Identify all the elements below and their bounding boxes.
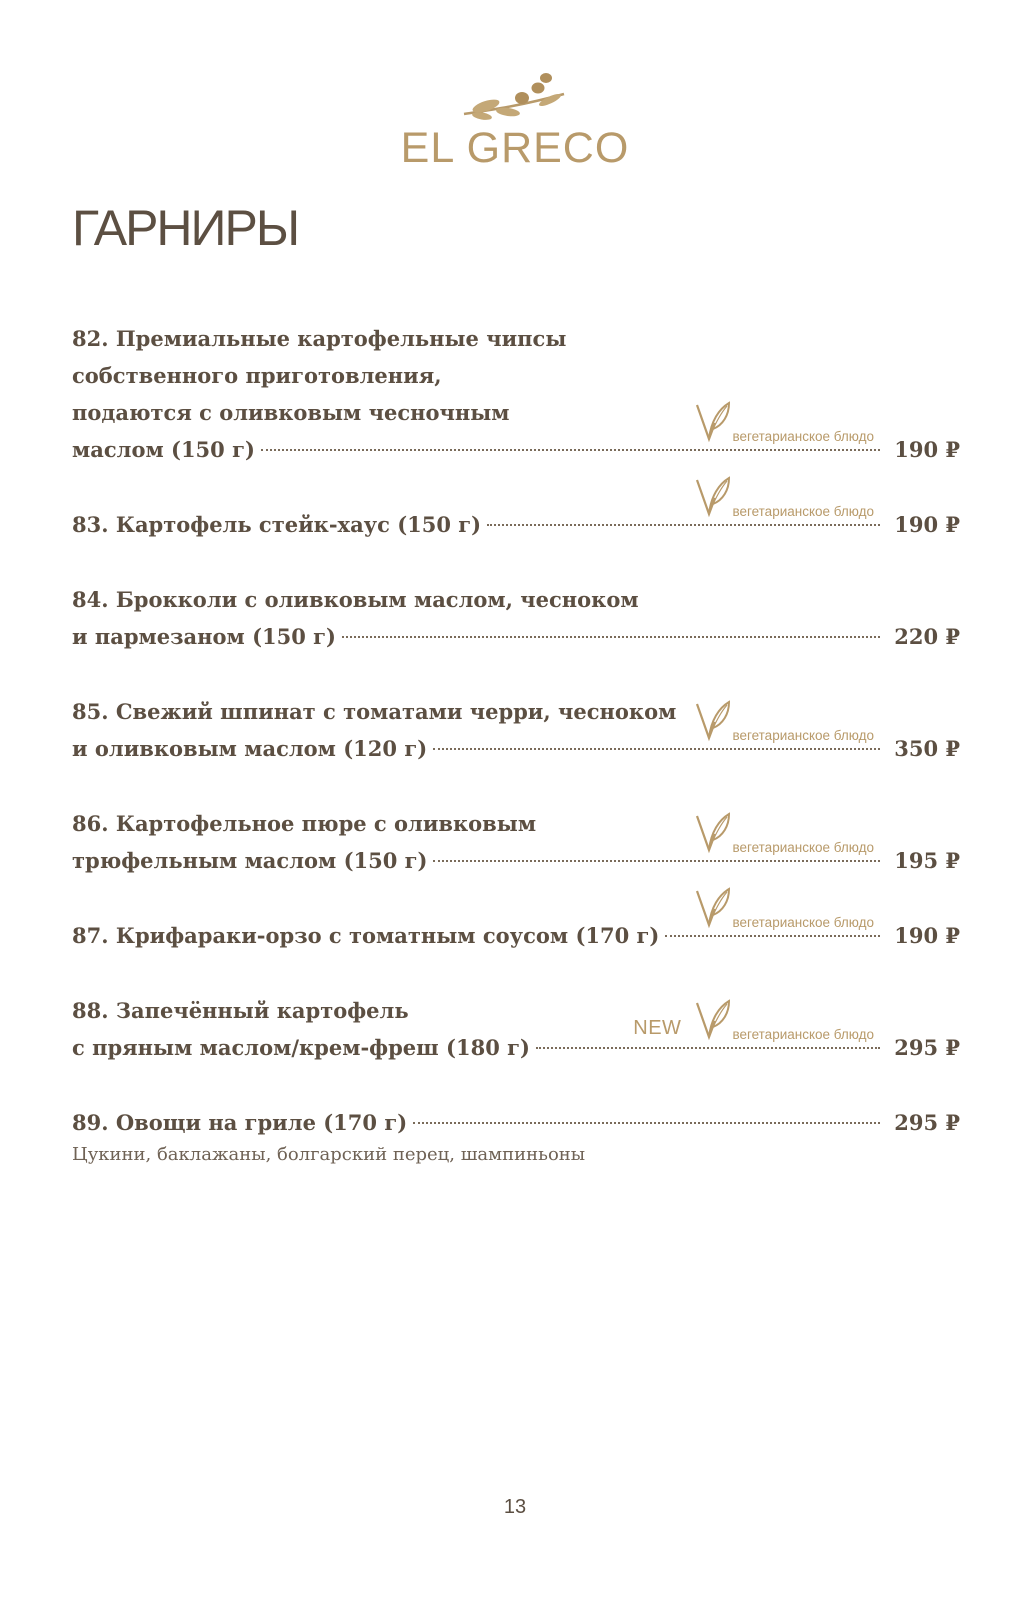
menu-list (72, 320, 960, 1207)
item-name-line: 82. Премиальные картофельные чипсы (72, 326, 567, 351)
menu-item (72, 917, 960, 954)
section-title: ГАРНИРЫ (72, 200, 299, 256)
item-price: 220 ₽ (894, 624, 960, 649)
item-name-last-line (72, 1104, 960, 1141)
dot-leader (665, 935, 880, 937)
item-name-last-line (72, 917, 960, 954)
item-price: 190 ₽ (894, 512, 960, 537)
vegetarian-label: вегетарианское блюдо (732, 840, 874, 855)
item-name-last-line (72, 431, 960, 468)
item-name-text: и пармезаном (150 г) (72, 624, 336, 649)
item-name-text: маслом (150 г) (72, 437, 255, 462)
vegetarian-label: вегетарианское блюдо (732, 728, 874, 743)
item-description: Цукини, баклажаны, болгарский перец, шампиньоны (72, 1144, 586, 1165)
page-number: 13 (503, 1496, 527, 1518)
menu-item (72, 992, 960, 1066)
item-price: 295 ₽ (894, 1035, 960, 1060)
item-name-last-line (72, 618, 960, 655)
vegetarian-label: вегетарианское блюдо (732, 504, 874, 519)
dot-leader (413, 1122, 880, 1124)
item-price: 190 ₽ (894, 437, 960, 462)
item-name-text: 87. Крифараки-орзо с томатным соусом (170 г) (72, 923, 660, 948)
menu-item (72, 693, 960, 767)
item-name-last-line (72, 842, 960, 879)
item-name-line: 84. Брокколи с оливковым маслом, чесноком (72, 587, 639, 612)
item-name-last-line (72, 506, 960, 543)
item-price: 195 ₽ (894, 848, 960, 873)
item-name-text: и оливковым маслом (120 г) (72, 736, 428, 761)
dot-leader (487, 524, 880, 526)
menu-item (72, 506, 960, 543)
vegetarian-label: вегетарианское блюдо (732, 429, 874, 444)
menu-item (72, 805, 960, 879)
olive-branch-icon (460, 70, 570, 124)
menu-item (72, 320, 960, 468)
item-name-line: 85. Свежий шпинат с томатами черри, чесноком (72, 699, 677, 724)
item-name-line: подаются с оливковым чесночным (72, 400, 510, 425)
item-name-text: трюфельным маслом (150 г) (72, 848, 428, 873)
new-badge: NEW (633, 1017, 682, 1039)
vegetarian-label: вегетарианское блюдо (732, 1027, 874, 1042)
menu-item (72, 1104, 960, 1169)
menu-item (72, 581, 960, 655)
vegetarian-label: вегетарианское блюдо (732, 915, 874, 930)
item-name-text: 83. Картофель стейк-хаус (150 г) (72, 512, 482, 537)
item-price: 190 ₽ (894, 923, 960, 948)
dot-leader (342, 636, 880, 638)
item-price: 295 ₽ (894, 1110, 960, 1135)
dot-leader (261, 449, 880, 451)
item-name-text: с пряным маслом/крем-фреш (180 г) (72, 1035, 530, 1060)
item-name-line: 88. Запечённый картофель (72, 998, 409, 1023)
brand-logo (0, 70, 1030, 172)
item-price: 350 ₽ (894, 736, 960, 761)
item-name-last-line (72, 730, 960, 767)
dot-leader (433, 860, 880, 862)
dot-leader (536, 1047, 880, 1049)
item-name-text: 89. Овощи на гриле (170 г) (72, 1110, 408, 1135)
item-name-last-line (72, 1029, 960, 1066)
brand-name: EL GRECO (400, 124, 630, 172)
item-name-line: собственного приготовления, (72, 363, 442, 388)
item-name-line: 86. Картофельное пюре с оливковым (72, 811, 537, 836)
dot-leader (433, 748, 880, 750)
